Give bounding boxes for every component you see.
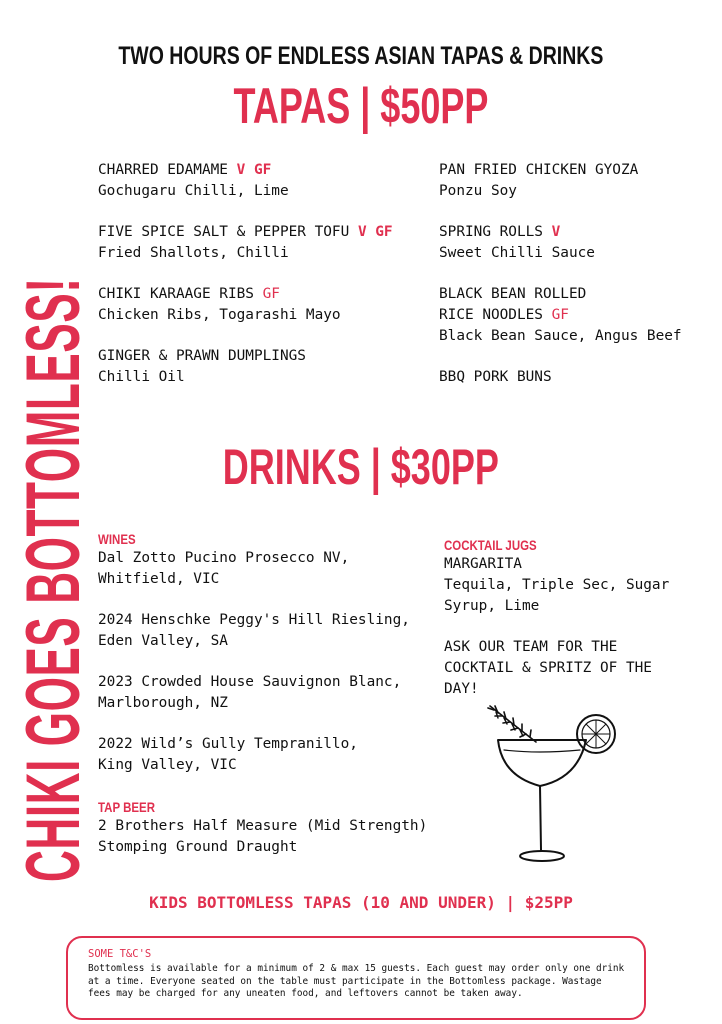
tapas-item (98, 346, 306, 388)
headline-text: TWO HOURS OF ENDLESS ASIAN TAPAS & DRINKS (118, 42, 604, 70)
wine-item (98, 672, 401, 714)
cocktail-desc-line1: Tequila, Triple Sec, Sugar (444, 577, 670, 593)
wine-line1: 2023 Crowded House Sauvignon Blanc, (98, 674, 402, 690)
cocktail-item (444, 554, 669, 617)
ask-team-line1: ASK OUR TEAM FOR THE (444, 639, 618, 655)
beer-line2: Stomping Ground Draught (98, 839, 298, 855)
tapas-item (98, 284, 341, 326)
cocktail-desc-line2: Syrup, Lime (444, 598, 540, 614)
tap-beer-label: TAP BEER (98, 799, 155, 815)
wine-line1: 2024 Henschke Peggy's Hill Riesling, (98, 612, 410, 628)
dietary-tag: V (551, 224, 561, 240)
dietary-tag: V GF (236, 162, 272, 178)
tapas-item (98, 160, 289, 202)
item-desc: Chicken Ribs, Togarashi Mayo (98, 307, 341, 323)
ask-team-note (444, 637, 652, 700)
item-name: GINGER & PRAWN DUMPLINGS (98, 348, 306, 364)
tapas-heading (0, 77, 722, 135)
tapas-price: TAPAS | $50PP (233, 78, 489, 134)
wine-line2: King Valley, VIC (98, 757, 237, 773)
item-name: CHIKI KARAAGE RIBS (98, 286, 254, 302)
dietary-tag: V GF (357, 224, 393, 240)
cocktail-name: MARGARITA (444, 556, 522, 572)
item-desc: Fried Shallots, Chilli (98, 245, 289, 261)
tapas-item (439, 367, 552, 388)
wine-line2: Eden Valley, SA (98, 633, 228, 649)
item-name: CHARRED EDAMAME (98, 162, 228, 178)
ask-team-line2: COCKTAIL & SPRITZ OF THE (444, 660, 652, 676)
tapas-item (439, 284, 682, 347)
beer-line1: 2 Brothers Half Measure (Mid Strength) (98, 818, 428, 834)
vertical-title-text: CHIKI GOES BOTTOMLESS! (11, 277, 96, 883)
item-desc: Ponzu Soy (439, 183, 517, 199)
ask-team-line3: DAY! (444, 681, 479, 697)
dietary-tag: GF (262, 286, 280, 302)
cocktail-label: COCKTAIL JUGS (444, 537, 537, 553)
tapas-item (439, 160, 638, 202)
beer-item (98, 816, 427, 858)
kids-pricing: KIDS BOTTOMLESS TAPAS (10 AND UNDER) | $25PP (149, 893, 573, 912)
wine-item (98, 734, 358, 776)
item-name: FIVE SPICE SALT & PEPPER TOFU (98, 224, 350, 240)
terms-title: SOME T&C'S (88, 948, 152, 960)
tapas-item (98, 222, 393, 264)
item-name: SPRING ROLLS (439, 224, 543, 240)
wine-item (98, 610, 410, 652)
cocktail-glass-icon (478, 698, 628, 868)
drinks-heading (0, 438, 722, 496)
item-name: PAN FRIED CHICKEN GYOZA (439, 162, 639, 178)
tapas-item (439, 222, 595, 264)
headline (0, 42, 722, 71)
item-name: BBQ PORK BUNS (439, 369, 552, 385)
drinks-price: DRINKS | $30PP (222, 439, 500, 495)
item-name-line2: RICE NOODLES (439, 307, 543, 323)
item-desc: Black Bean Sauce, Angus Beef (439, 328, 682, 344)
item-desc: Sweet Chilli Sauce (439, 245, 595, 261)
item-desc: Chilli Oil (98, 369, 185, 385)
item-desc: Gochugaru Chilli, Lime (98, 183, 289, 199)
terms-box (66, 936, 646, 1020)
wine-item (98, 548, 349, 590)
item-name: BLACK BEAN ROLLED (439, 286, 587, 302)
wine-line2: Whitfield, VIC (98, 571, 220, 587)
terms-text: Bottomless is available for a minimum of 2 & max 15 guests. Each guest may order only one drink at a time. Everyone seated on the table must participate in the Bottomless package. Wastage fees may be charged for any uneaten food, and leftovers cannot be taken away. (88, 963, 625, 999)
wines-label: WINES (98, 531, 136, 547)
wine-line1: 2022 Wild’s Gully Tempranillo, (98, 736, 358, 752)
wine-line2: Marlborough, NZ (98, 695, 228, 711)
wine-line1: Dal Zotto Pucino Prosecco NV, (98, 550, 350, 566)
dietary-tag: GF (551, 307, 569, 323)
